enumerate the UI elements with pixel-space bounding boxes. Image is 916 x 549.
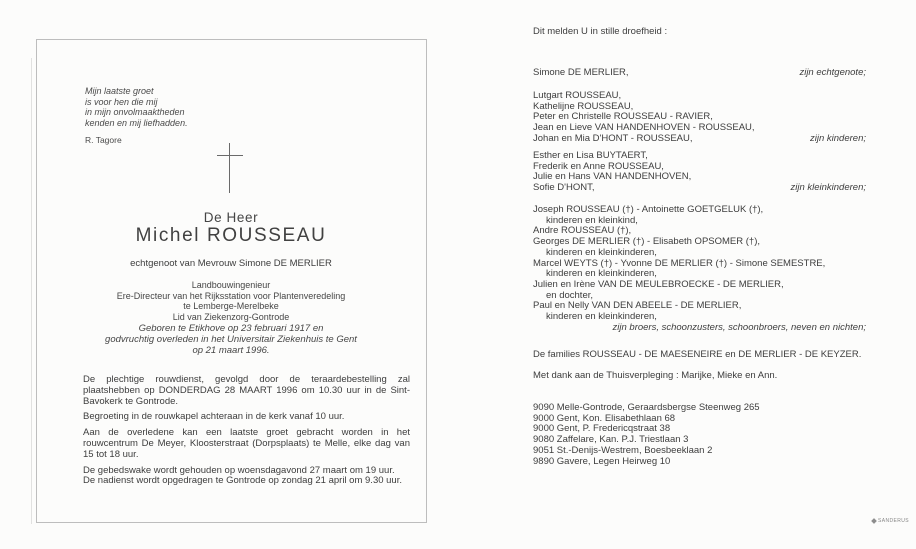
relation-group — [533, 205, 866, 333]
service-paragraph: Begroeting in de rouwkapel achteraan in de kerk vanaf 10 uur. — [83, 411, 345, 423]
person-name: Paul en Nelly VAN DEN ABEELE - DE MERLIER, — [533, 300, 742, 312]
poem — [85, 86, 188, 146]
address-line: 9090 Melle-Gontrode, Geraardsbergse Steenweg 265 — [533, 402, 760, 413]
person-name: Esther en Lisa BUYTAERT, — [533, 150, 648, 161]
poem-line: in mijn onvolmaaktheden — [85, 107, 185, 117]
name-line — [533, 134, 866, 145]
poem-line: Mijn laatste groet — [85, 86, 154, 96]
service-paragraph: Aan de overledene kan een laatste groet gebracht worden in het rouwcentrum De Meyer, Kloosterstraat (Dorpsplaats) te Melle, elke dag van 15 tot 18 uur. — [83, 427, 410, 460]
person-name: en dochter, — [546, 289, 594, 301]
person-name: Jean en Lieve VAN HANDENHOVEN - ROUSSEAU, — [533, 122, 755, 134]
cross-vertical — [229, 143, 230, 193]
life-date-line: Geboren te Etikhove op 23 februari 1917 en — [138, 323, 324, 334]
poem-line: kenden en mij liefhadden. — [85, 117, 188, 128]
person-name: Sofie D'HONT, — [533, 182, 595, 194]
person-name: kinderen en kleinkind, — [546, 214, 638, 226]
person-name: Lutgart ROUSSEAU, — [533, 90, 622, 101]
titles-block — [36, 280, 426, 322]
service-line: De nadienst wordt opgedragen te Gontrode op zondag 21 april om 9.30 uur. — [83, 475, 402, 487]
name-line — [533, 248, 866, 259]
relation-group — [533, 151, 866, 194]
relation-group — [533, 68, 866, 79]
person-name: Frederik en Anne ROUSSEAU, — [533, 160, 664, 172]
addresses-list — [533, 403, 866, 467]
families-line: De families ROUSSEAU - DE MAESENEIRE en DE MERLIER - DE KEYZER. — [533, 349, 862, 360]
cross-horizontal — [217, 155, 243, 156]
title-line: Ere-Directeur van het Rijksstation voor Plantenveredeling — [116, 290, 346, 301]
person-name: kinderen en kleinkinderen, — [546, 311, 657, 323]
person-name: Johan en Mia D'HONT - ROUSSEAU, — [533, 132, 693, 144]
right-page — [458, 0, 916, 549]
address-line: 9890 Gavere, Legen Heirweg 10 — [533, 455, 671, 467]
person-name: kinderen en kleinkinderen, — [546, 246, 657, 258]
life-dates — [36, 323, 426, 356]
address-line: 9051 St.-Denijs-Westrem, Boesbeeklaan 2 — [533, 444, 713, 456]
printer-mark-label: SANDERUS — [878, 518, 909, 524]
person-name: Georges DE MERLIER (†) - Elisabeth OPSOMER (†), — [533, 236, 761, 248]
spouse-line: echtgenoot van Mevrouw Simone DE MERLIER — [130, 258, 332, 269]
service-paragraph: De plechtige rouwdienst, gevolgd door de teraardebestelling zal plaatshebben op DONDERDAG 28 MAART 1996 om 10.30 uur in de Sint-Bavokerk te Gontrode. — [83, 374, 410, 407]
person-name: Julie en Hans VAN HANDENHOVEN, — [533, 171, 692, 183]
service-paragraph — [83, 466, 410, 488]
title-prefix: De Heer — [203, 210, 259, 225]
thanks-line: Met dank aan de Thuisverpleging : Marijke, Mieke en Ann. — [533, 370, 778, 381]
poem-author: R. Tagore — [85, 135, 122, 145]
person-name: Kathelijne ROUSSEAU, — [533, 100, 634, 112]
person-name: Joseph ROUSSEAU (†) - Antoinette GOETGELUK (†), — [533, 204, 764, 215]
person-name: Andre ROUSSEAU (†), — [533, 225, 632, 237]
poem-line: is voor hen die mij — [85, 96, 158, 107]
title-line: Landbouwingenieur — [191, 280, 271, 290]
person-name: Peter en Christelle ROUSSEAU - RAVIER, — [533, 111, 713, 123]
person-name: Marcel WEYTS (†) - Yvonne DE MERLIER (†) - Simone SEMESTRE, — [533, 257, 826, 269]
relation-label: zijn echtgenote; — [799, 67, 866, 78]
name-line — [533, 68, 866, 79]
address-line: 9000 Gent, Kon. Elisabethlaan 68 — [533, 412, 676, 424]
life-date-line: godvruchtig overleden in het Universitair Ziekenhuis te Gent — [105, 334, 357, 345]
service-line: De gebedswake wordt gehouden op woensdagavond 27 maart om 19 uur. — [83, 464, 395, 476]
person-name: Julien en Irène VAN DE MEULEBROECKE - DE MERLIER, — [533, 278, 784, 290]
person-name: Simone DE MERLIER, — [533, 67, 629, 78]
relation-group — [533, 91, 866, 145]
poem-lines — [85, 86, 188, 128]
relation-label: zijn kinderen; — [810, 132, 866, 144]
title-line: te Lemberge-Merelbeke — [183, 301, 279, 311]
address-line: 9080 Zaffelare, Kan. P.J. Triestlaan 3 — [533, 434, 689, 446]
printer-mark — [872, 518, 909, 524]
name-line — [533, 183, 866, 194]
life-date-line: op 21 maart 1996. — [192, 345, 270, 356]
title-line: Lid van Ziekenzorg-Gontrode — [172, 311, 290, 322]
address-line: 9000 Gent, P. Fredericqstraat 38 — [533, 423, 671, 435]
printer-diamond-icon — [871, 518, 877, 524]
latin-cross-icon — [217, 143, 243, 193]
service-paragraphs — [83, 375, 410, 492]
deceased-name: Michel ROUSSEAU — [135, 225, 327, 246]
person-name: kinderen en kleinkinderen, — [546, 268, 657, 280]
announcement-intro: Dit melden U in stille droefheid : — [533, 26, 668, 37]
page-edge-line — [31, 58, 32, 524]
relation-label: zijn kleinkinderen; — [790, 182, 866, 194]
relation-label: zijn broers, schoonzusters, schoonbroers, neven en nichten; — [612, 321, 866, 333]
